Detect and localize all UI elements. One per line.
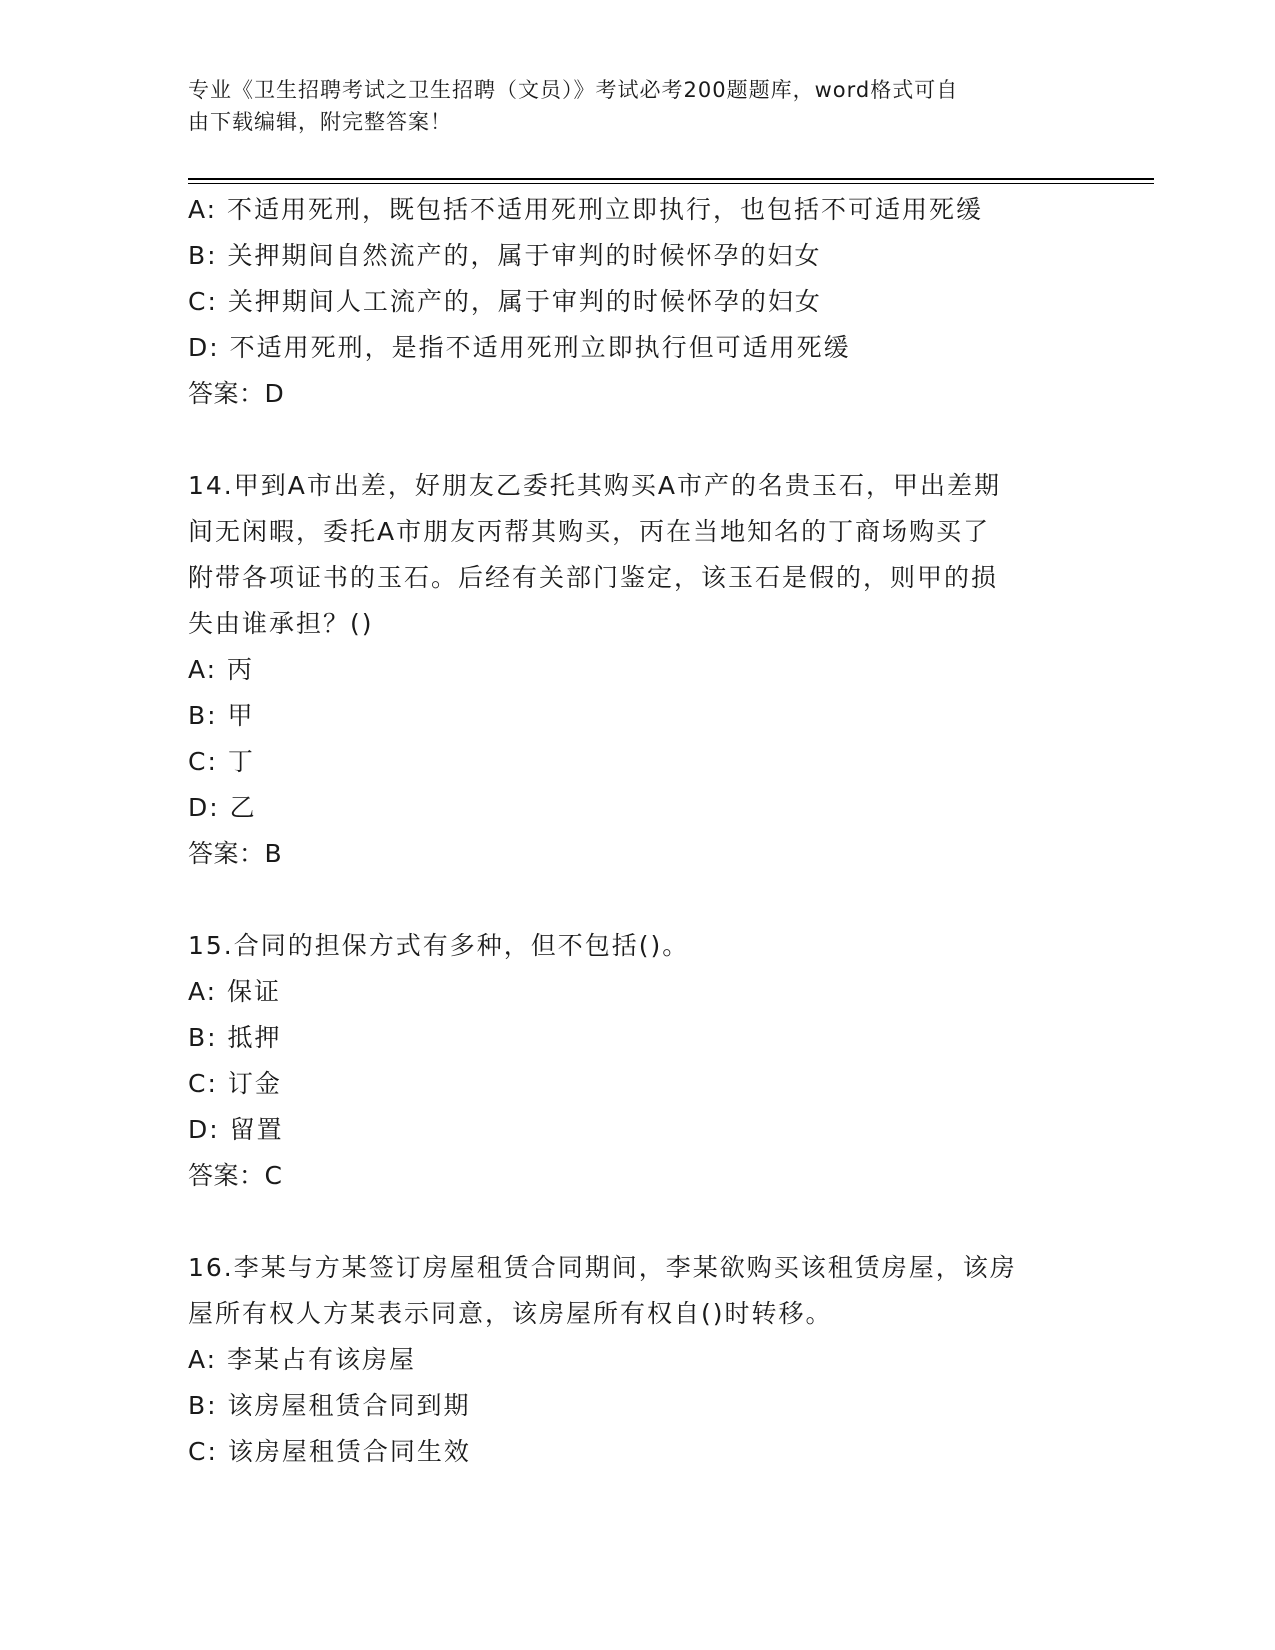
q13-answer: 答案：D xyxy=(188,379,285,408)
q14-option-c: C: 丁 xyxy=(188,747,255,776)
q15-stem-line-1: 15.合同的担保方式有多种，但不包括()。 xyxy=(188,931,690,960)
header-divider-thin xyxy=(188,183,1154,184)
q16-option-c: C: 该房屋租赁合同生效 xyxy=(188,1437,471,1466)
q15-answer: 答案：C xyxy=(188,1161,283,1190)
q14-answer: 答案：B xyxy=(188,839,283,868)
header-title-line-2: 由下载编辑，附完整答案！ xyxy=(188,110,452,134)
q13-option-a: A: 不适用死刑，既包括不适用死刑立即执行，也包括不可适用死缓 xyxy=(188,195,984,224)
question-13 xyxy=(188,187,1088,417)
document-header xyxy=(188,74,1078,138)
q15-option-c: C: 订金 xyxy=(188,1069,282,1098)
q15-option-d: D: 留置 xyxy=(188,1115,284,1144)
q16-option-a: A: 李某占有该房屋 xyxy=(188,1345,417,1374)
spacer xyxy=(188,417,1088,463)
question-14 xyxy=(188,463,1088,877)
q13-option-c: C: 关押期间人工流产的，属于审判的时候怀孕的妇女 xyxy=(188,287,822,316)
q16-stem-line-1: 16.李某与方某签订房屋租赁合同期间，李某欲购买该租赁房屋，该房 xyxy=(188,1253,1017,1282)
q14-stem-line-2: 间无闲暇，委托A市朋友丙帮其购买，丙在当地知名的丁商场购买了 xyxy=(188,517,991,546)
question-15 xyxy=(188,923,1088,1199)
q13-option-b: B: 关押期间自然流产的，属于审判的时候怀孕的妇女 xyxy=(188,241,822,270)
q16-option-b: B: 该房屋租赁合同到期 xyxy=(188,1391,471,1420)
document-body xyxy=(188,187,1088,1475)
q14-stem-line-3: 附带各项证书的玉石。后经有关部门鉴定，该玉石是假的，则甲的损 xyxy=(188,563,999,592)
q14-option-b: B: 甲 xyxy=(188,701,255,730)
q15-option-b: B: 抵押 xyxy=(188,1023,282,1052)
q15-option-a: A: 保证 xyxy=(188,977,282,1006)
q14-stem-line-1: 14.甲到A市出差，好朋友乙委托其购买A市产的名贵玉石，甲出差期 xyxy=(188,471,1001,500)
question-16 xyxy=(188,1245,1088,1475)
header-title-line-1: 专业《卫生招聘考试之卫生招聘（文员）》考试必考200题题库，word格式可自 xyxy=(188,78,959,102)
spacer xyxy=(188,1199,1088,1245)
q16-stem-line-2: 屋所有权人方某表示同意，该房屋所有权自()时转移。 xyxy=(188,1299,833,1328)
q13-option-d: D: 不适用死刑，是指不适用死刑立即执行但可适用死缓 xyxy=(188,333,851,362)
spacer xyxy=(188,877,1088,923)
q14-stem-line-4: 失由谁承担？() xyxy=(188,609,374,638)
q14-option-a: A: 丙 xyxy=(188,655,255,684)
header-divider-thick xyxy=(188,178,1154,180)
q14-option-d: D: 乙 xyxy=(188,793,257,822)
